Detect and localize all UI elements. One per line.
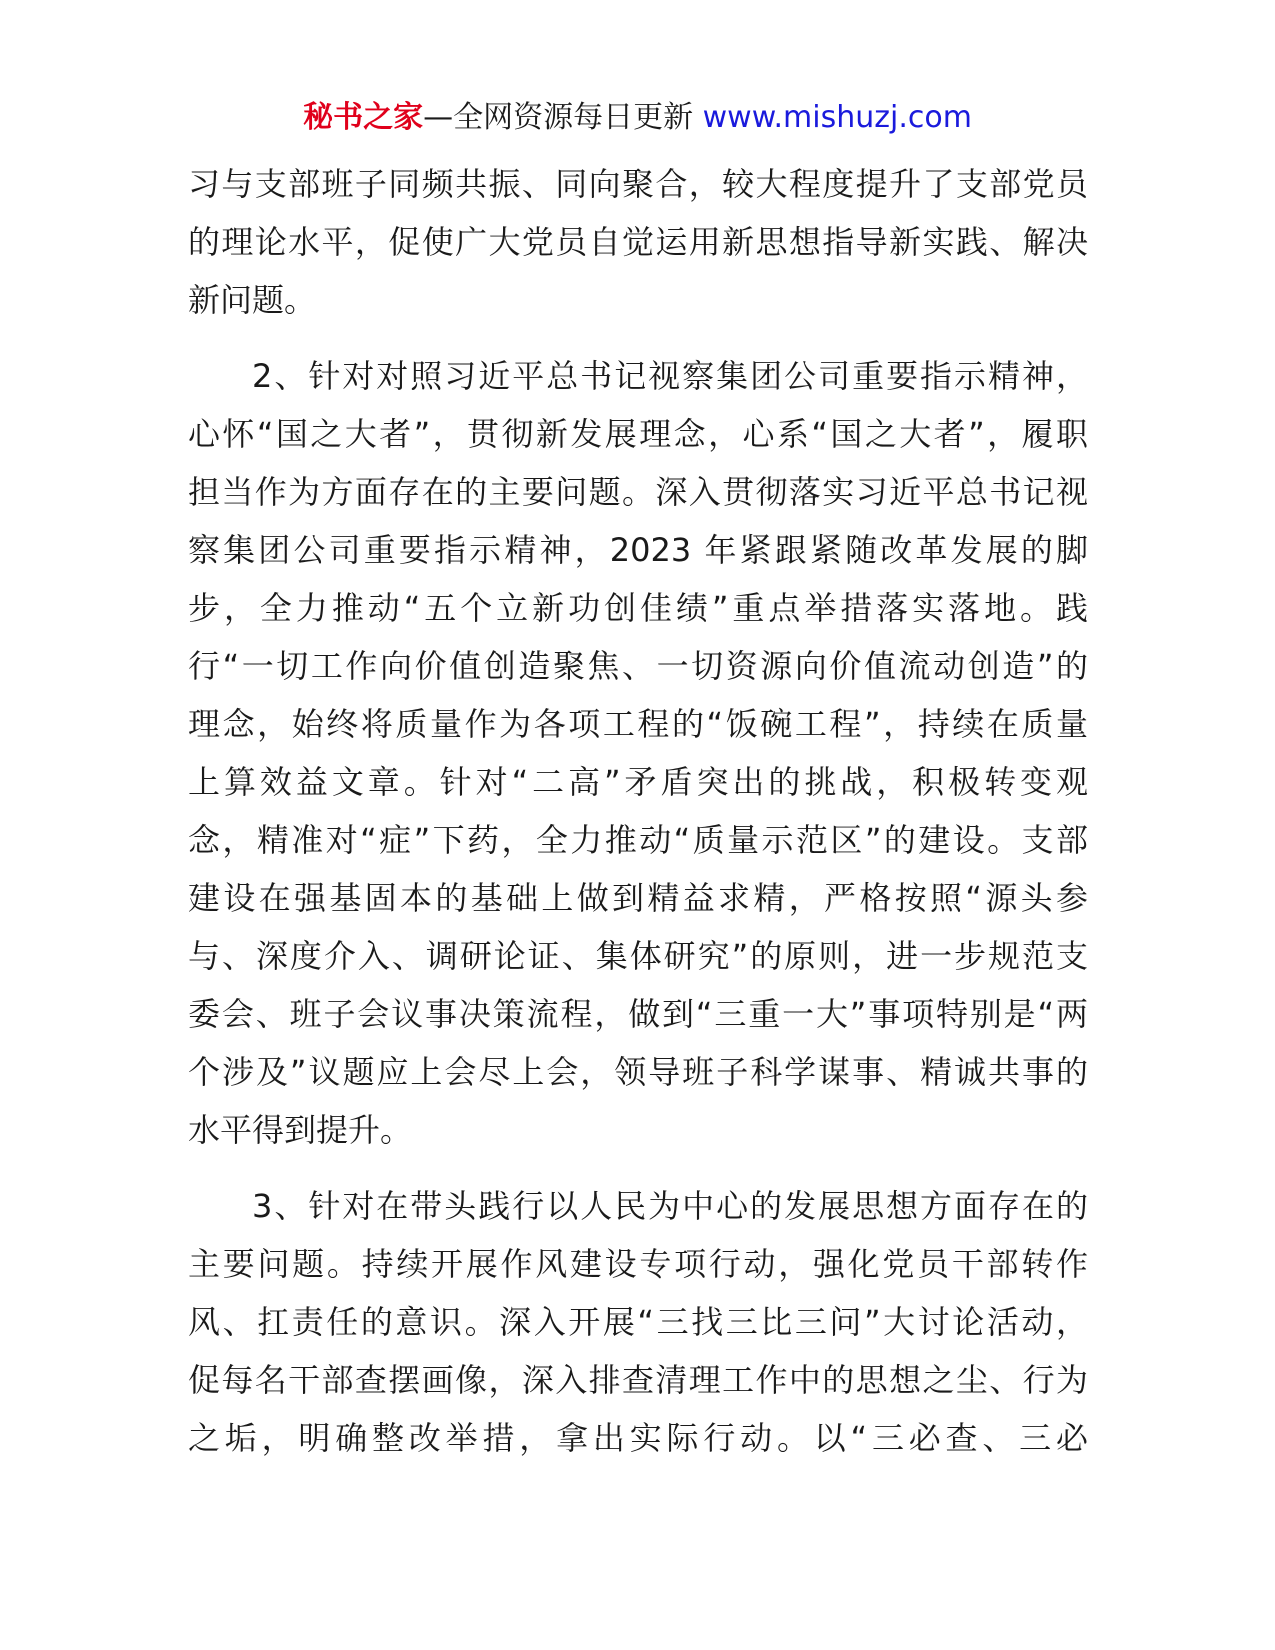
text-line: 担当作为方面存在的主要问题。深入贯彻落实习近平总书记视 (188, 473, 1088, 511)
text-line: 习与支部班子同频共振、同向聚合，较大程度提升了支部党员 (188, 165, 1088, 203)
text-line: 水平得到提升。 (188, 1111, 413, 1149)
header-tagline: —全网资源每日更新 (423, 100, 703, 135)
text-line: 的理论水平，促使广大党员自觉运用新思想指导新实践、解决 (188, 223, 1088, 261)
text-line: 个涉及”议题应上会尽上会，领导班子科学谋事、精诚共事的 (188, 1053, 1088, 1091)
text-line: 与、深度介入、调研论证、集体研究”的原则，进一步规范支 (188, 937, 1088, 975)
text-line: 主要问题。持续开展作风建设专项行动，强化党员干部转作 (188, 1245, 1088, 1283)
text-line: 3、针对在带头践行以人民为中心的发展思想方面存在的 (252, 1187, 1088, 1225)
text-line: 心怀“国之大者”，贯彻新发展理念，心系“国之大者”，履职 (188, 415, 1088, 453)
text-line: 建设在强基固本的基础上做到精益求精，严格按照“源头参 (188, 879, 1088, 917)
text-line: 步，全力推动“五个立新功创佳绩”重点举措落实落地。践 (188, 589, 1088, 627)
text-line: 理念，始终将质量作为各项工程的“饭碗工程”，持续在质量 (188, 705, 1088, 743)
text-line: 促每名干部查摆画像，深入排查清理工作中的思想之尘、行为 (188, 1361, 1088, 1399)
text-line: 行“一切工作向价值创造聚焦、一切资源向价值流动创造”的 (188, 647, 1088, 685)
brand-name: 秘书之家 (303, 100, 424, 135)
paragraph (188, 1177, 1088, 1467)
text-line: 新问题。 (188, 281, 317, 319)
page-header (0, 98, 1275, 138)
site-url[interactable]: www.mishuzj.com (702, 100, 972, 135)
text-line: 上算效益文章。针对“二高”矛盾突出的挑战，积极转变观 (188, 763, 1088, 801)
text-line: 2、针对对照习近平总书记视察集团公司重要指示精神， (252, 357, 1088, 395)
paragraph (188, 155, 1088, 329)
text-line: 风、扛责任的意识。深入开展“三找三比三问”大讨论活动， (188, 1303, 1088, 1341)
paragraph (188, 347, 1088, 1159)
document-body (188, 155, 1088, 1467)
text-line: 委会、班子会议事决策流程，做到“三重一大”事项特别是“两 (188, 995, 1088, 1033)
text-line: 之垢，明确整改举措，拿出实际行动。以“三必查、三必 (188, 1419, 1088, 1457)
text-line: 察集团公司重要指示精神，2023 年紧跟紧随改革发展的脚 (188, 531, 1088, 569)
text-line: 念，精准对“症”下药，全力推动“质量示范区”的建设。支部 (188, 821, 1088, 859)
